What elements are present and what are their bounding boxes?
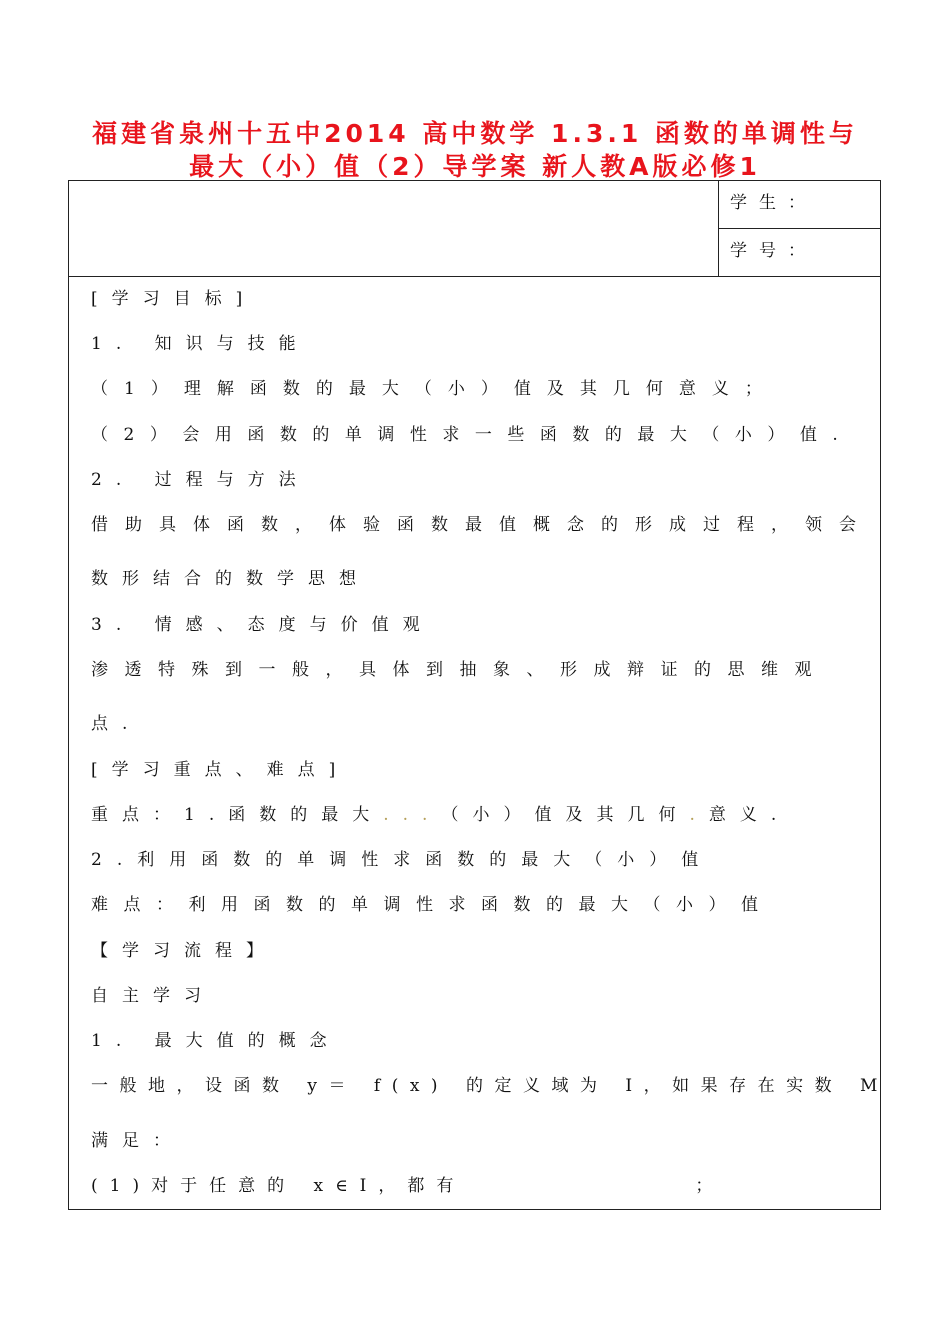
key-point-1-part-a: 重点：1.函数的最大 (91, 805, 384, 825)
goal1-item2: （2）会用函数的单调性求一些函数的最大（小）值. (91, 425, 854, 445)
goal3-text-line2: 点. (91, 714, 142, 734)
goal1-heading: 1. 知识与技能 (91, 334, 310, 354)
emphasis-dots: ... (383, 805, 442, 825)
header-row-divider (718, 228, 881, 229)
definition-line1: 一般地，设函数 y＝ f(x) 的定义域为 I，如果存在实数 M (91, 1076, 889, 1096)
goal2-heading: 2. 过程与方法 (91, 470, 310, 490)
key-point-1-part-b: （小）值及其几何 (441, 805, 690, 825)
student-name-label: 学生： (730, 193, 817, 213)
definition-line2: 满足： (91, 1131, 184, 1151)
header-divider (68, 276, 881, 277)
student-number-label: 学号： (730, 241, 817, 261)
max-concept-heading: 1. 最大值的概念 (91, 1031, 341, 1051)
goal1-item1: （1）理解函数的最大（小）值及其几何意义； (91, 379, 778, 399)
goal2-text-line2: 数形结合的数学思想 (91, 569, 370, 589)
keypoints-heading: [学习重点、难点] (91, 760, 350, 780)
key-point-1 (91, 800, 790, 825)
goal3-text-line1: 渗透特殊到一般，具体到抽象、形成辩证的思维观 (91, 660, 828, 680)
document-title-line-1: 福建省泉州十五中2014 高中数学 1.3.1 函数的单调性与 (92, 119, 858, 148)
key-point-2: 2.利用函数的单调性求函数的最大（小）值 (91, 850, 714, 870)
difficulty-point: 难点：利用函数的单调性求函数的最大（小）值 (91, 895, 774, 915)
condition-1-text: (1)对于任意的 x∈I，都有 (91, 1176, 466, 1196)
condition-1-end: ； (695, 1176, 725, 1196)
goal2-text-line1: 借助具体函数，体验函数最值概念的形成过程，领会 (91, 515, 873, 535)
emphasis-dot: . (689, 805, 709, 825)
goals-heading: [学习目标] (91, 289, 257, 309)
document-title-line-2: 最大（小）值（2）导学案 新人教A版必修1 (189, 152, 761, 181)
key-point-1-part-c: 意义. (708, 805, 791, 825)
self-study-heading: 自主学习 (91, 986, 215, 1006)
condition-1 (91, 1171, 724, 1196)
process-heading: 【学习流程】 (91, 941, 277, 961)
goal3-heading: 3. 情感、态度与价值观 (91, 615, 434, 635)
